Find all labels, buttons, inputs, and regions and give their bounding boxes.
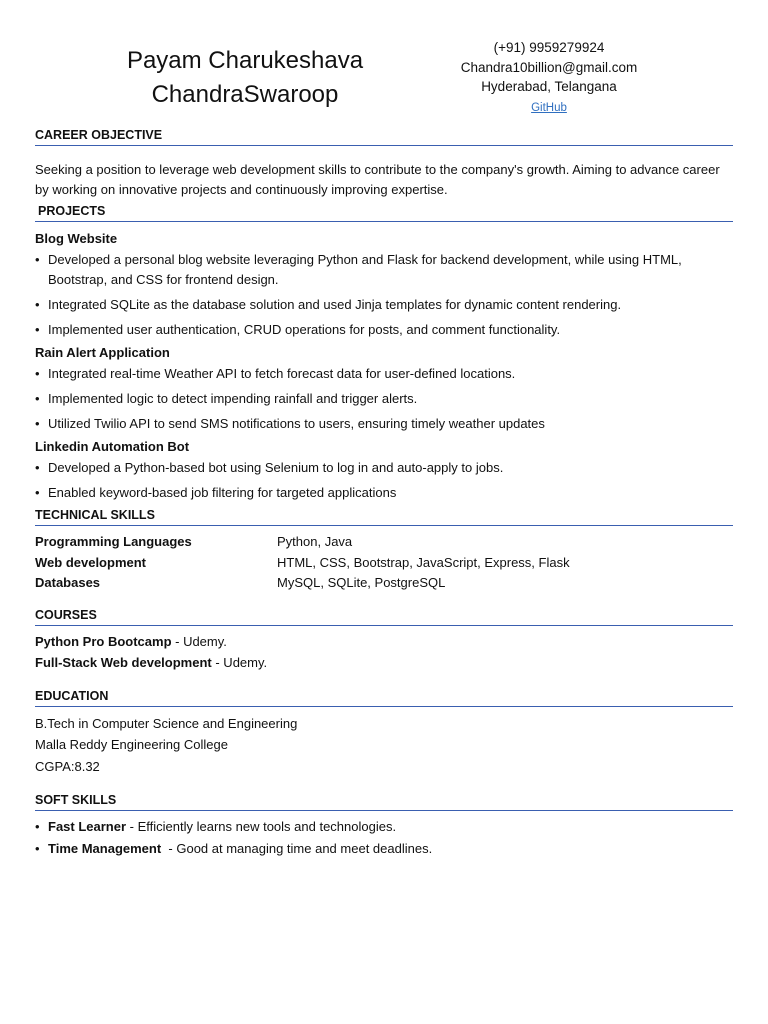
list-item [35,320,733,340]
education-section [35,689,733,778]
project-title: Linkedin Automation Bot [35,438,190,454]
skill-value: Python, Java [277,534,353,549]
list-item-text: Implemented user authentication, CRUD operations for posts, and comment functionality. [48,321,561,337]
career-objective-section [35,128,733,200]
skill-label: Databases [35,575,101,590]
name-line-2: ChandraSwaroop [151,81,339,108]
project-linkedin-bot [35,439,733,503]
skill-value: HTML, CSS, Bootstrap, JavaScript, Express, Flask [277,554,570,570]
project-rain-alert [35,345,733,434]
bullet-icon: • [35,819,40,834]
list-item-text: Developed a personal blog website leveraging Python and Flask for backend development, while using HTML, Bootstrap, and CSS for frontend design. [48,252,682,287]
cgpa: CGPA:8.32 [35,758,100,774]
technical-skills-title: TECHNICAL SKILLS [35,508,733,526]
table-row [35,553,733,574]
courses-section [35,608,733,674]
bullet-icon: • [35,365,40,381]
list-item [35,631,733,653]
list-item [35,652,733,674]
soft-skill-desc: - Good at managing time and meet deadlines. [161,840,433,856]
bullet-icon: • [35,390,40,406]
technical-skills-section [35,508,733,594]
course-name: Full-Stack Web development [35,655,212,670]
name-line-1: Payam Charukeshava [126,47,364,74]
bullet-icon: • [35,321,40,337]
course-provider: - Udemy. [171,633,227,649]
skill-value: MySQL, SQLite, PostgreSQL [277,575,446,590]
list-item [35,458,733,478]
soft-skills-section [35,793,733,858]
list-item-text: Integrated real-time Weather API to fetch forecast data for user-defined locations. [48,365,516,381]
college: Malla Reddy Engineering College [35,737,228,752]
list-item [35,364,733,384]
list-item [35,483,733,503]
projects-title: PROJECTS [35,204,733,222]
project-title: Blog Website [35,231,118,246]
soft-skill-desc: - Efficiently learns new tools and technologies. [126,819,397,834]
project-title: Rain Alert Application [35,344,170,360]
list-item-text: Utilized Twilio API to send SMS notifications to users, ensuring timely weather updates [48,415,545,431]
courses-title: COURSES [35,608,733,626]
phone-number: (+91) 9959279924 [493,40,605,55]
soft-skill-name: Fast Learner [48,819,127,834]
list-item [35,250,733,289]
list-item [35,295,733,315]
course-name: Python Pro Bootcamp [35,633,172,649]
email-address: Chandra10billion@gmail.com [460,59,638,75]
projects-section [35,204,733,502]
bullet-icon: • [35,484,40,500]
skill-label: Programming Languages [35,534,192,549]
list-item [35,414,733,434]
bullet-icon: • [35,296,40,312]
list-item [35,389,733,409]
candidate-name [95,44,395,112]
career-objective-title: CAREER OBJECTIVE [35,128,733,146]
soft-skills-title: SOFT SKILLS [35,793,733,811]
list-item-text: Enabled keyword-based job filtering for targeted applications [48,484,397,500]
education-title: EDUCATION [35,689,733,707]
list-item [35,839,733,859]
bullet-icon: • [35,840,40,856]
table-row [35,573,733,594]
project-blog-website [35,231,733,339]
list-item-text: Integrated SQLite as the database solution and used Jinja templates for dynamic content rendering. [48,296,622,312]
degree: B.Tech in Computer Science and Engineering [35,715,298,731]
soft-skill-name: Time Management [48,840,162,856]
contact-block [433,38,665,118]
table-row [35,532,733,553]
career-objective-text: Seeking a position to leverage web development skills to contribute to the company's growth. Aiming to advance career by working on innovative projects and continuously improving expertise. [35,162,720,197]
resume-header [35,0,733,128]
list-item-text: Developed a Python-based bot using Selenium to log in and auto-apply to jobs. [48,459,504,475]
course-provider: - Udemy. [211,655,268,670]
bullet-icon: • [35,459,40,475]
github-link[interactable]: GitHub [531,101,567,114]
list-item [35,817,733,837]
list-item-text: Implemented logic to detect impending rainfall and trigger alerts. [48,390,418,406]
location: Hyderabad, Telangana [481,79,617,94]
bullet-icon: • [35,415,40,431]
bullet-icon: • [35,252,40,267]
skill-label: Web development [35,554,147,570]
